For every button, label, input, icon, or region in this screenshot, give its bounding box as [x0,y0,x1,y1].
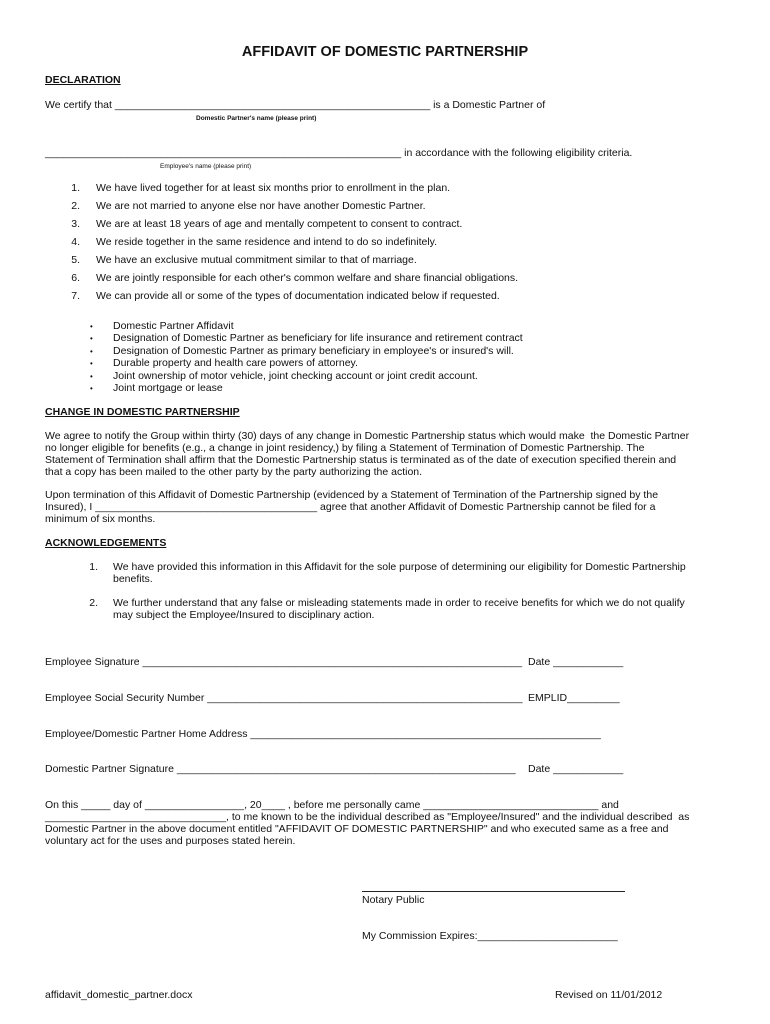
criteria-item: We can provide all or some of the types of documentation indicated below if requested. [96,290,500,302]
documentation-item: Durable property and health care powers of attorney. [113,357,358,369]
criteria-number: 7. [71,290,80,302]
acknowledgement-line: We further understand that any false or misleading statements made in order to receive benefits for which we do not qualify [113,597,685,609]
criteria-item: We reside together in the same residence and intend to do so indefinitely. [96,236,438,248]
acknowledgement-line: may subject the Employee/Insured to disciplinary action. [113,609,375,621]
bullet-icon: • [90,372,93,381]
documentation-item: Designation of Domestic Partner as beneficiary for life insurance and retirement contract [113,332,523,344]
notary-public-label: Notary Public [362,894,425,906]
acknowledgement-line: We have provided this information in this Affidavit for the sole purpose of determining our eligibility for Domestic Partnership [113,561,686,573]
bullet-icon: • [90,347,93,356]
paragraph-line: We agree to notify the Group within thirty (30) days of any change in Domestic Partnership status which would make the Domestic Partner [45,430,690,442]
commission-expires-field[interactable]: My Commission Expires:________________________ [362,930,618,942]
paragraph-line: voluntary act for the uses and purposes stated herein. [45,835,296,847]
declaration-heading: DECLARATION [45,74,121,86]
paragraph-line: Insured), I ______________________________________ agree that another Affidavit of Domestic Partnership cannot be filed for a [45,501,656,513]
documentation-item: Joint mortgage or lease [113,382,223,394]
criteria-number: 6. [71,272,80,284]
certify-line: We certify that ______________________________________________________ is a Domestic Partner of [45,99,546,111]
bullet-icon: • [90,359,93,368]
documentation-item: Joint ownership of motor vehicle, joint checking account or joint credit account. [113,370,478,382]
paragraph-line: Statement of Termination shall affirm that the Domestic Partnership status is terminated as of the date of execution specified therein and [45,454,677,466]
acknowledgement-line: benefits. [113,573,153,585]
documentation-item: Domestic Partner Affidavit [113,320,234,332]
document-title: AFFIDAVIT OF DOMESTIC PARTNERSHIP [241,44,529,60]
criteria-number: 5. [71,254,80,266]
footer-revised-date: Revised on 11/01/2012 [555,989,663,1001]
partner-name-caption: Domestic Partner's name (please print) [196,115,317,122]
employee-line: _____________________________________________________________ in accordance with the following eligibility criteria. [45,147,633,159]
criteria-item: We have an exclusive mutual commitment similar to that of marriage. [96,254,417,266]
partner-date-field[interactable]: Date ____________ [528,763,624,775]
criteria-number: 4. [71,236,80,248]
home-address-field[interactable]: Employee/Domestic Partner Home Address ____________________________________________________________ [45,728,601,740]
acknowledgement-number: 2. [89,597,98,609]
paragraph-line: no longer eligible for benefits (e.g., a change in joint residency,) by filing a Statement of Termination of Domestic Partnership. The [45,442,645,454]
footer-filename: affidavit_domestic_partner.docx [45,989,193,1001]
criteria-item: We are at least 18 years of age and mentally competent to consent to contract. [96,218,463,230]
employee-name-caption: Employee's name (please print) [160,163,252,170]
change-heading: CHANGE IN DOMESTIC PARTNERSHIP [45,406,240,418]
paragraph-line: Domestic Partner in the above document entitled "AFFIDAVIT OF DOMESTIC PARTNERSHIP" and who executed same as a free and [45,823,669,835]
criteria-number: 1. [71,182,80,194]
paragraph-line: Upon termination of this Affidavit of Domestic Partnership (evidenced by a Statement of Termination of the Partnership signed by the [45,489,659,501]
emplid-field[interactable]: EMPLID_________ [528,692,620,704]
documentation-item: Designation of Domestic Partner as primary beneficiary in employee's or insured's will. [113,345,514,357]
employee-date-field[interactable]: Date ____________ [528,656,624,668]
bullet-icon: • [90,334,93,343]
ssn-field[interactable]: Employee Social Security Number ______________________________________________________ [45,692,523,704]
paragraph-line: minimum of six months. [45,513,156,525]
bullet-icon: • [90,384,93,393]
paragraph-line: On this _____ day of _________________, 20____ , before me personally came ______________________________ and [45,799,619,811]
criteria-item: We are not married to anyone else nor have another Domestic Partner. [96,200,426,212]
partner-signature-field[interactable]: Domestic Partner Signature __________________________________________________________ [45,763,516,775]
employee-signature-field[interactable]: Employee Signature _________________________________________________________________ [45,656,523,668]
acknowledgement-number: 1. [89,561,98,573]
criteria-item: We are jointly responsible for each other's common welfare and share financial obligations. [96,272,519,284]
criteria-item: We have lived together for at least six months prior to enrollment in the plan. [96,182,451,194]
paragraph-line: that a copy has been mailed to the other party by the party authorizing the action. [45,466,423,478]
criteria-number: 2. [71,200,80,212]
notary-signature-line[interactable] [362,891,625,892]
acknowledgements-heading: ACKNOWLEDGEMENTS [45,537,167,549]
bullet-icon: • [90,322,93,331]
paragraph-line: _______________________________, to me known to be the individual described as "Employee/Insured" and the individual described as [45,811,690,823]
criteria-number: 3. [71,218,80,230]
